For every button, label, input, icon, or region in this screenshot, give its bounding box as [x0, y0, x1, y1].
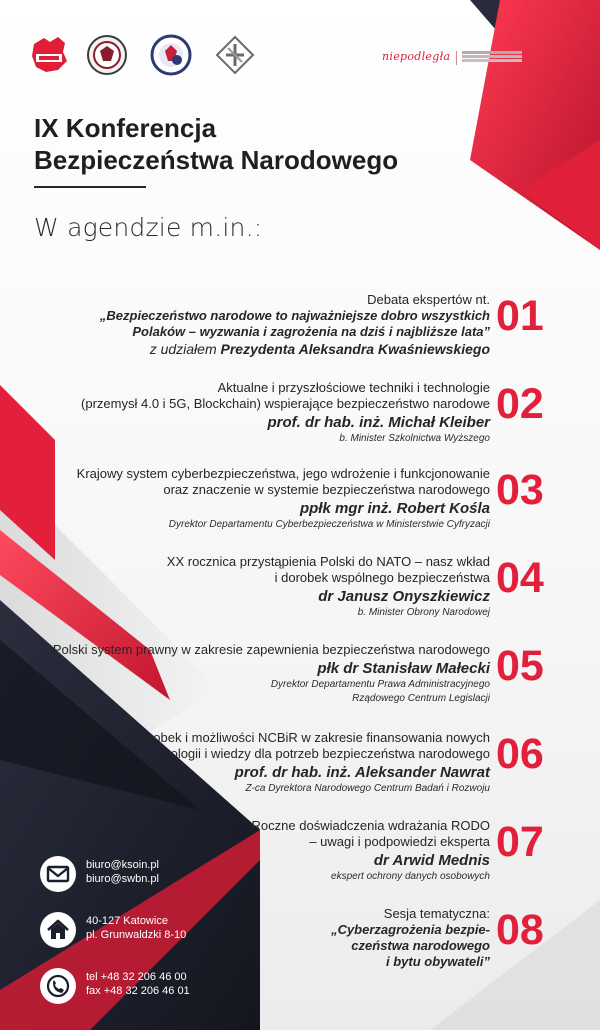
agenda-number: 03 — [496, 466, 544, 514]
contact-address — [40, 912, 260, 948]
agenda-speaker-role: Rządowego Centrum Legislacji — [352, 693, 490, 704]
agenda-quote-line: i bytu obywateli” — [385, 954, 490, 969]
agenda-topic-line: i dorobek wspólnego bezpieczeństwa — [274, 570, 490, 585]
agenda-speaker: prof. dr hab. inż. Aleksander Nawrat — [234, 764, 490, 781]
agenda-speaker: płk dr Stanisław Małecki — [317, 660, 490, 677]
home-icon — [40, 912, 76, 948]
envelope-icon — [40, 856, 76, 892]
email-lines — [86, 858, 159, 886]
guest-name: Prezydenta Aleksandra Kwaśniewskiego — [220, 341, 490, 357]
agenda-topic-line: XX rocznica przystąpienia Polski do NATO – nasz wkład — [166, 554, 490, 569]
agenda-item-text — [40, 554, 490, 620]
fax-number: fax +48 32 206 46 01 — [86, 985, 190, 997]
agenda-speaker: prof. dr hab. inż. Michał Kleiber — [267, 414, 490, 431]
agenda-speaker-role: b. Minister Obrony Narodowej — [357, 607, 490, 618]
agenda-item-text — [40, 730, 490, 796]
phone-icon — [40, 968, 76, 1004]
agenda-topic-line: Polski system prawny w zakresie zapewnienia bezpieczeństwa narodowego — [52, 642, 490, 657]
agenda-speaker: dr Janusz Onyszkiewicz — [318, 588, 490, 605]
agenda-number: 05 — [496, 642, 544, 690]
agenda-topic-line: – uwagi i podpowiedzi eksperta — [309, 834, 490, 849]
agenda-item-text — [40, 292, 490, 359]
guest-prefix: z udziałem — [149, 341, 217, 357]
address-city: 40-127 Katowice — [86, 915, 168, 927]
agenda-topic-line: Sesja tematyczna: — [383, 906, 490, 921]
agenda-item-text — [40, 642, 490, 706]
agenda-topic-line: technologii i wiedzy dla potrzeb bezpieczeństwa narodowego — [138, 746, 490, 761]
agenda-number: 02 — [496, 380, 544, 428]
address-lines — [86, 914, 186, 942]
agenda-number: 06 — [496, 730, 544, 778]
agenda-topic-line: oraz znaczenie w systemie bezpieczeństwa narodowego — [163, 482, 490, 497]
title-line-1: IX Konferencja — [34, 113, 217, 143]
email-link-swbn[interactable]: biuro@swbn.pl — [86, 873, 159, 885]
address-street: pl. Grunwaldzki 8-10 — [86, 929, 187, 941]
agenda-topic-line: Dorobek i możliwości NCBiR w zakresie finansowania nowych — [132, 730, 490, 745]
agenda-item-text — [40, 466, 490, 532]
agenda-number: 07 — [496, 818, 544, 866]
niepodlegla-wordmark: niepodległa — [382, 50, 451, 63]
email-link-ksoin[interactable]: biuro@ksoin.pl — [86, 859, 159, 871]
phone-lines — [86, 970, 190, 998]
agenda-speaker-role: Dyrektor Departamentu Cyberbezpieczeństwa w Ministerstwie Cyfryzacji — [168, 519, 490, 530]
agenda-speaker: dr Arwid Mednis — [373, 852, 490, 869]
agenda-topic-line: Krajowy system cyberbezpieczeństwa, jego wdrożenie i funkcjonowanie — [76, 466, 490, 481]
agenda-topic-line: Aktualne i przyszłościowe techniki i technologie — [217, 380, 490, 395]
agenda-speaker-role: Z-ca Dyrektora Narodowego Centrum Badań i Rozwoju — [245, 783, 490, 794]
agenda-topic-line: (przemysł 4.0 i 5G, Blockchain) wspierające bezpieczeństwo narodowe — [81, 396, 490, 411]
agenda-quote-line: „Cyberzagrożenia bezpie- — [331, 922, 490, 937]
agenda-topic-line: Debata ekspertów nt. — [367, 292, 490, 307]
agenda-number: 04 — [496, 554, 544, 602]
agenda-number: 01 — [496, 292, 544, 340]
agenda-heading: W agendzie m.in.: — [34, 213, 263, 242]
agenda-speaker: ppłk mgr inż. Robert Kośla — [299, 500, 490, 517]
agenda-speaker-role: ekspert ochrony danych osobowych — [331, 871, 490, 882]
agenda-speaker-role: Dyrektor Departamentu Prawa Administracyjnego — [270, 679, 490, 690]
agenda-quote-line: „Bezpieczeństwo narodowe to najważniejsze dobro wszystkich — [99, 308, 490, 323]
agenda-quote-line: Polaków – wyzwania i zagrożenia na dziś i najbliższe lata” — [132, 324, 490, 339]
agenda-quote-line: czeństwa narodowego — [351, 938, 490, 953]
phone-number[interactable]: tel +48 32 206 46 00 — [86, 971, 187, 983]
contact-phone — [40, 968, 260, 1004]
agenda-number: 08 — [496, 906, 544, 954]
contact-email — [40, 856, 260, 892]
agenda-topic-line: Roczne doświadczenia wdrażania RODO — [251, 818, 490, 833]
agenda-item-text — [40, 380, 490, 446]
agenda-speaker-role: b. Minister Szkolnictwa Wyższego — [339, 433, 490, 444]
title-line-2: Bezpieczeństwa Narodowego — [34, 145, 399, 175]
agenda-guest-line — [40, 340, 490, 359]
